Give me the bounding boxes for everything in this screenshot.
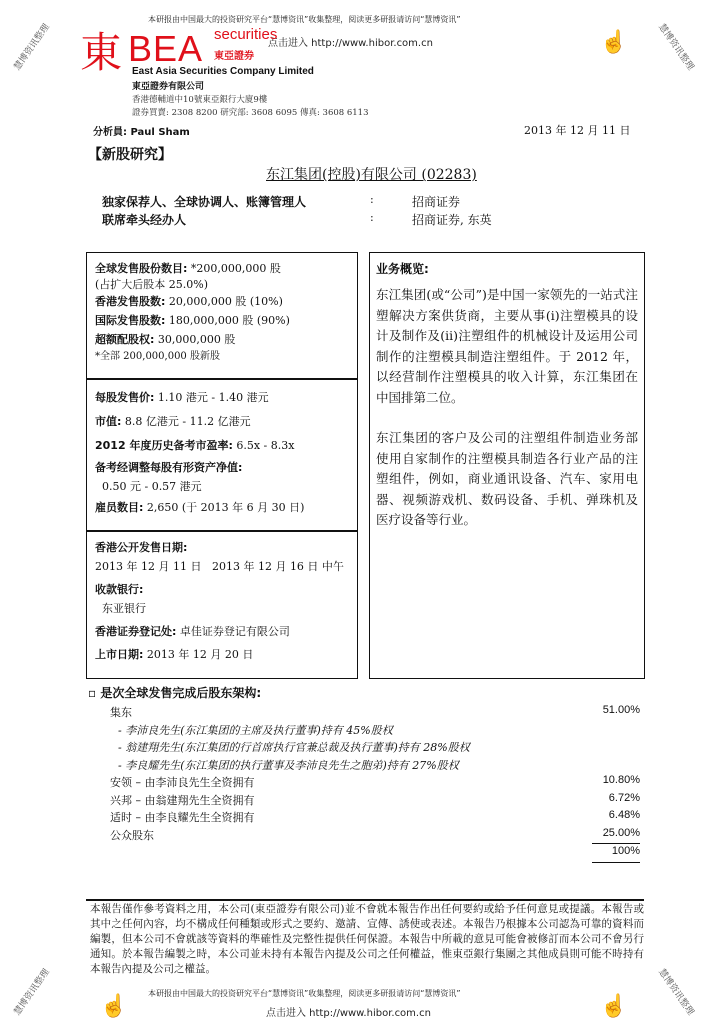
dates-box [86,531,358,679]
banner-top-text: 本研报由中国最大的投资研究平台“慧博资讯”收集整理，阅读更多研报请访问“慧博资讯” [148,15,461,24]
bank-label: 收款银行: [95,583,144,596]
shareholder-pct: 25.00% [602,826,640,839]
total-divider [592,843,640,844]
brand-cn: 東亞證券 [214,51,254,62]
watermark: 慧博资讯整理 [656,22,696,73]
address: 香港德輔道中10號東亞銀行大廈9樓 [132,95,268,105]
shareholder-pct: 10.80% [602,774,640,786]
pricing-row: 备考经调整每股有形资产净值: [95,461,243,474]
disclaimer: 本報告僅作參考資料之用，本公司(東亞證券有限公司)並不會就本報告作出任何要約或給予任何意見或提議。本報告或其中之任何內容，均不構成任何種類或形式之要約、邀請、宣傳、誘使或表述。本報告乃根據本公司認為可靠的資料而編製，但本公司不會就該等資料的準確性及完整性提供任何保證。本報告中所載的意見可能會被修訂而本公司不會另行通知。於本報告編製之時，本公司並未持有本報告內提及公司之任何權益，惟東亞銀行集團之其他成員則可能不時持有本報告內提及公司之權益。 [90,903,644,975]
pricing-row: 市值: 8.8 亿港元 - 11.2 亿港元 [95,415,251,428]
page-title: 东江集团(控股)有限公司 (02283) [266,167,477,183]
pricing-box [86,379,358,531]
offer-row: 超额配股权: 30,000,000 股 [95,333,236,346]
listing-label: 上市日期: [95,648,144,661]
watermark: 慧博资讯整理 [656,967,696,1018]
offer-box [86,252,358,379]
dates-value: 2013 年 12 月 11 日 2013 年 12 月 16 日 中午 [95,560,344,573]
banner-bottom-link[interactable]: 点击进入 http://www.hibor.com.cn [266,1008,431,1019]
total-underline [592,862,640,863]
pricing-row: 雇员数目: 2,650 (于 2013 年 6 月 30 日) [95,501,305,514]
business-box [369,252,645,679]
role-label: 联席牵头经办人 [102,213,187,227]
total-pct: 100% [611,845,640,857]
section-label: 【新股研究】 [88,147,172,163]
pointer-hand-icon: ☝ [600,994,628,1019]
shareholder-name: 集东 [110,706,132,719]
bank-value: 东亚银行 [95,602,146,615]
brand-name: BEA [128,28,204,69]
analyst: 分析員: Paul Sham [93,127,190,138]
company-en: East Asia Securities Company Limited [132,66,314,77]
business-para: 东江集团的客户及公司的注塑组件制造业务部使用自家制作的注塑模具制造各行业产品的注塑组件，例如，商业通讯设备、汽车、家用电器、视频游戏机、数码设备、手机、弹珠机及医疗设备等行业。 [376,430,638,527]
role-value: 招商证券 [412,195,461,209]
company-cn: 東亞證券有限公司 [132,81,205,91]
business-para: 东江集团(或“公司”)是中国一家领先的一站式注塑解决方案供货商，主要从事(i)注塑模具的设计及制作及(ii)注塑组件的机械设计及运用公司制作的注塑模具制造注塑组件。于 2012 年，以经营制作注塑模具的收入计算，东江集团在中国排第二位。 [376,287,638,405]
shareholder-name: 安领 – 由李沛良先生全资拥有 [110,776,255,789]
role-sep: : [370,211,374,224]
role-sep: : [370,193,374,206]
listing-value: 2013 年 12 月 20 日 [143,648,254,661]
watermark: 慧博资讯整理 [12,967,52,1018]
shareholder-name: - 李良耀先生(东江集团的执行董事及李沛良先生之胞弟)持有 27%股权 [118,758,459,772]
brand-sub: securities [214,26,278,43]
checkbox-bullet-icon: ▫ [88,686,101,700]
disclaimer-divider [86,899,644,901]
shareholder-name: 适时 – 由李良耀先生全资拥有 [110,811,255,824]
shareholder-name: - 李沛良先生(东江集团的主席及执行董事)持有 45%股权 [118,723,393,737]
role-value: 招商证券, 东英 [412,213,492,227]
pricing-row: 0.50 元 - 0.57 港元 [95,480,202,493]
registrar-label: 香港证券登记处: [95,625,177,638]
dates-label: 香港公开发售日期: [95,541,188,554]
offer-row: 全球发售股份数目: *200,000,000 股 [95,262,281,275]
offer-row: 国际发售股数: 180,000,000 股 (90%) [95,314,290,327]
shareholder-name: - 翁建翔先生(东江集团的行首席执行官兼总裁及执行董事)持有 28%股权 [118,741,470,754]
shareholder-name: 公众股东 [110,828,154,842]
banner-bottom-text: 本研报由中国最大的投资研究平台“慧博资讯”收集整理，阅读更多研报请访问“慧博资讯” [148,989,461,998]
phones: 證券買賣: 2308 8200 研究部: 3608 6095 傳真: 3608 6113 [132,108,369,118]
offer-row: (占扩大后股本 25.0%) [95,278,209,291]
business-heading: 业务概览: [376,262,429,276]
pricing-row: 2012 年度历史备考市盈率: 6.5x - 8.3x [95,439,295,452]
pointer-hand-icon: ☝ [100,994,128,1019]
report-date: 2013 年 12 月 11 日 [524,124,631,137]
shareholder-pct: 6.72% [608,791,640,804]
offer-row: 香港发售股数: 20,000,000 股 (10%) [95,295,283,308]
pointer-hand-icon: ☝ [600,30,628,55]
shareholder-pct: 51.00% [602,704,640,716]
watermark: 慧博资讯整理 [12,22,52,73]
shareholder-pct: 6.48% [608,809,640,821]
bea-logo-icon: 東 [80,29,123,76]
pricing-row: 每股发售价: 1.10 港元 - 1.40 港元 [95,391,269,404]
banner-link[interactable]: 点击进入 http://www.hibor.com.cn [268,38,433,49]
registrar-value: 卓佳证券登记有限公司 [176,625,290,638]
role-label: 独家保荐人、全球协调人、账簿管理人 [102,195,307,209]
shareholders-heading: ▫ 是次全球发售完成后股东架构: [88,686,262,700]
shareholder-name: 兴邦 – 由翁建翔先生全资拥有 [110,793,255,807]
offer-row: *全部 200,000,000 股新股 [95,351,220,362]
